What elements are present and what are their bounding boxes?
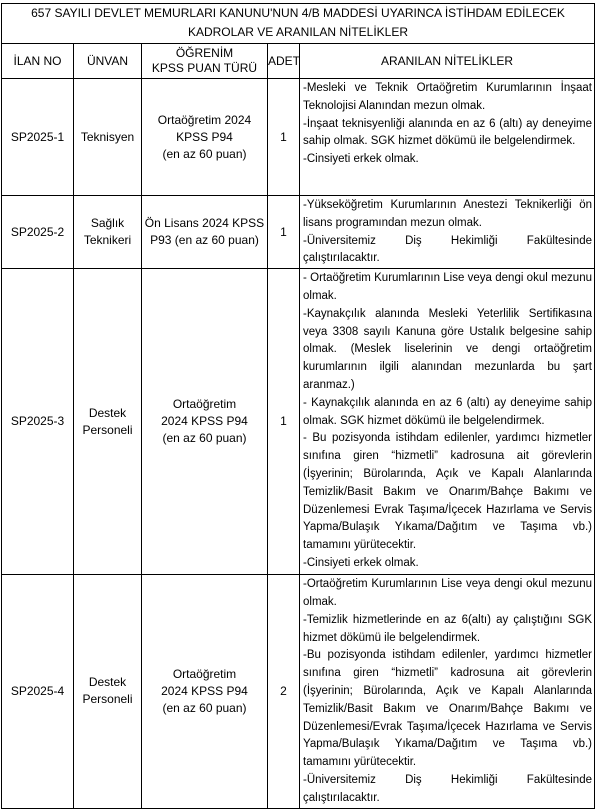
unvan-cell [74, 575, 142, 808]
table-row [2, 269, 595, 575]
unvan-line: Personeli [82, 692, 133, 707]
table-row [2, 196, 595, 269]
table-row [2, 79, 595, 196]
nitelik-item: -Temizlik hizmetlerinde en az 6(altı) ay çalıştığını SGK hizmet dökümü ile belgelendirmek. [303, 613, 592, 644]
unvan-cell [74, 269, 142, 575]
ogrenim-cell [142, 196, 268, 269]
ogrenim-line: 2024 KPSS P94 [161, 683, 248, 698]
adet-cell: 1 [268, 79, 300, 196]
ogrenim-line: (en az 60 puan) [162, 700, 247, 715]
header-ogrenim-line2: KPSS PUAN TÜRÜ [151, 61, 258, 75]
nitelik-item: - Bu pozisyonda istihdam edilenler, yardımcı hizmetler sınıfına giren “hizmetli” kadrosuna ait görevlerin (İşyerinin; Bürolarında, Açık ve Kapalı Alanlarında Temizlik/Basit Bakım ve Onarım/Bahçe Bakımı ve Düzenlemesi Evrak Taşıma/İçecek Hazırlama ve Servis Yapma/Bulaşık Yıkama/Dağıtım ve Taşıma vb.) tamamını yürütecektir. [303, 432, 592, 552]
ogrenim-cell [142, 575, 268, 808]
ilan-no-cell: SP2025-1 [2, 79, 74, 196]
ilan-no-cell: SP2025-4 [2, 575, 74, 808]
adet-cell: 1 [268, 269, 300, 575]
table-row [2, 575, 595, 808]
nitelikler-cell [300, 196, 595, 269]
nitelik-item: -Üniversitemiz Diş Hekimliği Fakültesinde çalıştırılacaktır. [303, 773, 592, 804]
unvan-line: Sağlık [90, 216, 125, 231]
ogrenim-line: KPSS P94 [176, 129, 233, 144]
ogrenim-line: 2024 KPSS P94 [161, 414, 248, 429]
unvan-line: Destek [88, 675, 127, 690]
nitelik-item: -Bu pozisyonda istihdam edilenler, yardımcı hizmetler sınıfına giren “hizmetli” kadrosuna ait görevlerin (İşyerinin; Bürolarında, Açık ve Kapalı Alanlarında Temizlik/Basit Bakım ve Onarım/Bahçe Bakımı ve Düzenlemesi/Evrak Taşıma/İçecek Hazırlama ve Servis Yapma/Bulaşık Yıkama/Dağıtım ve Taşıma vb.) tamamını yürütecektir. [303, 649, 592, 769]
adet-cell: 2 [268, 575, 300, 808]
header-unvan: ÜNVAN [74, 44, 142, 79]
ogrenim-cell [142, 79, 268, 196]
unvan-line: Destek [88, 405, 127, 420]
nitelik-item: - Kaynakçılık alanında en az 6 (altı) ay deneyime sahip olmak. SGK hizmet dökümü ile belgelendirmek. [303, 396, 592, 427]
ogrenim-line: (en az 60 puan) [162, 431, 247, 446]
ogrenim-line: Ortaöğretim [172, 397, 237, 412]
table-title: 657 SAYILI DEVLET MEMURLARI KANUNU'NUN 4/B MADDESİ UYARINCA İSTİHDAM EDİLECEK KADROLAR VE ARANILAN NİTELİKLER [2, 4, 595, 44]
nitelik-item: -Cinsiyeti erkek olmak. [303, 556, 419, 569]
ogrenim-line: Ortaöğretim 2024 [157, 112, 252, 127]
nitelik-item: - Ortaöğretim Kurumlarının Lise veya dengi okul mezunu olmak. [303, 272, 592, 302]
nitelik-item: -Cinsiyeti erkek olmak. [303, 153, 419, 166]
nitelik-item: -Üniversitemiz Diş Hekimliği Fakültesinde çalıştırılacaktır. [303, 234, 592, 265]
ilan-no-cell: SP2025-2 [2, 196, 74, 269]
unvan-cell [74, 79, 142, 196]
ogrenim-line: Ortaöğretim [172, 666, 237, 681]
unvan-cell [74, 196, 142, 269]
ilan-no-cell: SP2025-3 [2, 269, 74, 575]
header-ogrenim [142, 44, 268, 79]
nitelik-item: -Kaynakçılık alanında Mesleki Yeterlilik Sertifikasına veya 3308 sayılı Kanuna göre Ustalık belgesine sahip olmak. (Meslek liselerinin ve dengi ortaöğretim kurumlarının ilgili alanından mezunlarda bu şart aranmaz.) [303, 307, 592, 391]
nitelikler-cell [300, 79, 595, 196]
nitelik-item: -İnşaat teknisyenliği alanında en az 6 (altı) ay deneyime sahip olmak. SGK hizmet dökümü ile belgelendirmek. [303, 117, 592, 148]
nitelik-item: -Ortaöğretim Kurumlarının Lise veya dengi okul mezunu olmak. [303, 578, 592, 608]
unvan-line: Personeli [82, 422, 133, 437]
header-nitelikler: ARANILAN NİTELİKLER [300, 44, 595, 79]
unvan-line: Teknisyen [80, 129, 135, 144]
positions-table [1, 3, 595, 809]
nitelikler-cell [300, 269, 595, 575]
nitelikler-cell [300, 575, 595, 808]
unvan-line: Teknikeri [83, 233, 132, 248]
nitelik-item: -Yükseköğretim Kurumlarının Anestezi Teknikerliği ön lisans programından mezun olmak. [303, 199, 592, 229]
ogrenim-line: P93 (en az 60 puan) [150, 233, 259, 248]
ogrenim-line: Ön Lisans 2024 KPSS [144, 216, 265, 231]
adet-cell: 1 [268, 196, 300, 269]
header-ogrenim-line1: ÖĞRENİM [175, 46, 234, 60]
header-adet: ADET [268, 44, 300, 79]
nitelik-item: -Mesleki ve Teknik Ortaöğretim Kurumlarının İnşaat Teknolojisi Alanından mezun olmak. [303, 82, 592, 112]
ogrenim-cell [142, 269, 268, 575]
ogrenim-line: (en az 60 puan) [162, 146, 247, 161]
header-ilan-no: İLAN NO [2, 44, 74, 79]
